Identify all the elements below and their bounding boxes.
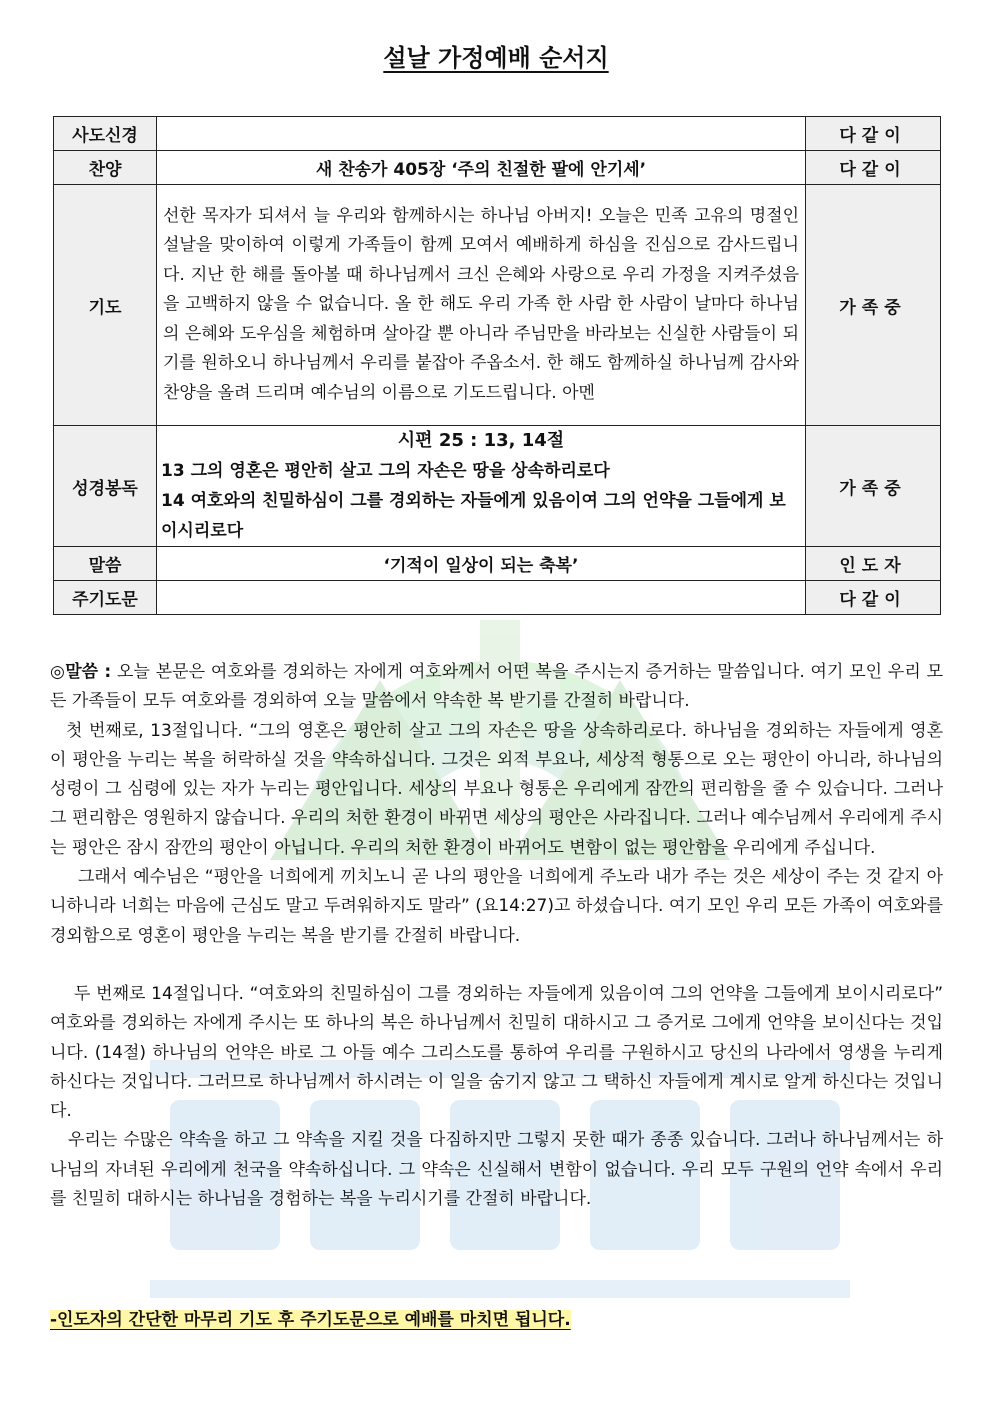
order-label: 주기도문 <box>54 581 157 615</box>
order-label: 기도 <box>54 185 157 426</box>
order-label: 말씀 <box>54 547 157 581</box>
order-leader: 다같이 <box>806 581 941 615</box>
closing-instruction: -인도자의 간단한 마무리 기도 후 주기도문으로 예배를 마치면 됩니다. <box>50 1310 571 1330</box>
scripture-verse: 14 여호와의 친밀하심이 그를 경외하는 자들에게 있음이여 그의 언약을 그들에게 보이시리로다 <box>161 491 786 541</box>
table-row <box>54 185 941 426</box>
sermon-paragraph: 첫 번째로, 13절입니다. “그의 영혼은 평안히 살고 그의 자손은 땅을 상속하리로다. 하나님을 경외하는 자들에게 영혼이 평안을 누리는 복을 허락하실 것을 약속하십니다. 그것은 외적 부요나, 세상적 형통으로 오는 평안이 아니라, 하나님의 성령이 그 심령에 있는 자가 누리는 평안입니다. 세상의 부요나 형통은 우리에게 잠깐의 편리함을 줄 수 있습니다. 그러나 그 편리함은 영원하지 않습니다. 우리의 처한 환경이 바뀌면 세상의 평안은 사라집니다. 그러나 예수님께서 우리에게 주시는 평안은 잠시 잠깐의 평안이 아닙니다. 우리의 처한 환경이 바뀌어도 변함이 없는 평안함을 우리에게 주십니다. <box>50 720 943 858</box>
table-row <box>54 117 941 151</box>
sermon-title: ‘기적이 일상이 되는 축복’ <box>157 547 806 581</box>
order-leader: 다같이 <box>806 151 941 185</box>
sermon-paragraph: 우리는 수많은 약속을 하고 그 약속을 지킬 것을 다짐하지만 그렇지 못한 때가 종종 있습니다. 그러나 하나님께서는 하나님의 자녀된 우리에게 천국을 약속하십니다. 그 약속은 신실해서 변함이 없습니다. 우리 모두 구원의 언약 속에서 우리를 친밀히 대하시는 하나님을 경험하는 복을 누리시기를 간절히 바랍니다. <box>50 1130 943 1210</box>
sermon-intro-label: ◎말씀 : <box>50 662 112 682</box>
table-row <box>54 581 941 615</box>
page-title: 설날 가정예배 순서지 <box>383 44 609 72</box>
scripture-verse: 13 그의 영혼은 평안히 살고 그의 자손은 땅을 상속하리로다 <box>161 461 610 481</box>
order-leader: 다같이 <box>806 117 941 151</box>
sermon-paragraph: 두 번째로 14절입니다. “여호와의 친밀하심이 그를 경외하는 자들에게 있음이여 그의 언약을 그들에게 보이시리로다” 여호와를 경외하는 자에게 주시는 또 하나의 복은 하나님께서 친밀히 대하시고 그 증거로 그에게 언약을 보이신다는 것입니다. (14절) 하나님의 언약은 바로 그 아들 예수 그리스도를 통하여 우리를 구원하시고 당신의 나라에서 영생을 누리게 하신다는 것입니다. 그러므로 하나님께서 하시려는 이 일을 숨기지 않고 그 택하신 자들에게 계시로 알게 하신다는 것입니다. <box>50 983 943 1122</box>
sermon-intro-text: 오늘 본문은 여호와를 경외하는 자에게 여호와께서 어떤 복을 주시는지 증거하는 말씀입니다. 여기 모인 우리 모든 가족들이 모두 여호와를 경외하여 오늘 말씀에서 약속한 복 받기를 간절히 바랍니다. <box>50 662 943 712</box>
sermon-intro <box>50 658 943 717</box>
order-content <box>157 581 806 615</box>
order-leader: 인도자 <box>806 547 941 581</box>
order-label: 성경봉독 <box>54 426 157 547</box>
order-label: 찬양 <box>54 151 157 185</box>
scripture-reference: 시편 25 : 13, 14절 <box>397 430 565 451</box>
table-row <box>54 426 941 547</box>
order-leader: 가족중 <box>806 185 941 426</box>
sermon-body <box>50 658 943 1214</box>
hymn-content: 새 찬송가 405장 ‘주의 친절한 팔에 안기세’ <box>157 151 806 185</box>
worship-order-table <box>53 116 941 615</box>
order-leader: 가족중 <box>806 426 941 547</box>
table-row <box>54 547 941 581</box>
prayer-text: 선한 목자가 되셔서 늘 우리와 함께하시는 하나님 아버지! 오늘은 민족 고유의 명절인 설날을 맞이하여 이렇게 가족들이 함께 모여서 예배하게 하심을 진심으로 감사드립니다. 지난 한 해를 돌아볼 때 하나님께서 크신 은혜와 사랑으로 우리 가정을 지켜주셨음을 고백하지 않을 수 없습니다. 올 한 해도 우리 가족 한 사람 한 사람이 날마다 하나님의 은혜와 도우심을 체험하며 살아갈 뿐 아니라 주님만을 바라보는 신실한 사람들이 되기를 원하오니 하나님께서 우리를 붙잡아 주옵소서. 한 해도 함께하실 하나님께 감사와 찬양을 올려 드리며 예수님의 이름으로 기도드립니다. 아멘 <box>163 205 799 403</box>
order-label: 사도신경 <box>54 117 157 151</box>
order-content <box>157 117 806 151</box>
sermon-paragraph: 그래서 예수님은 “평안을 너희에게 끼치노니 곧 나의 평안을 너희에게 주노라 내가 주는 것은 세상이 주는 것 같지 아니하니라 너희는 마음에 근심도 말고 두려워하지도 말라” (요14:27)고 하셨습니다. 여기 모인 우리 모든 가족이 여호와를 경외함으로 영혼이 평안을 누리는 복을 받기를 간절히 바랍니다. <box>50 867 943 946</box>
table-row <box>54 151 941 185</box>
